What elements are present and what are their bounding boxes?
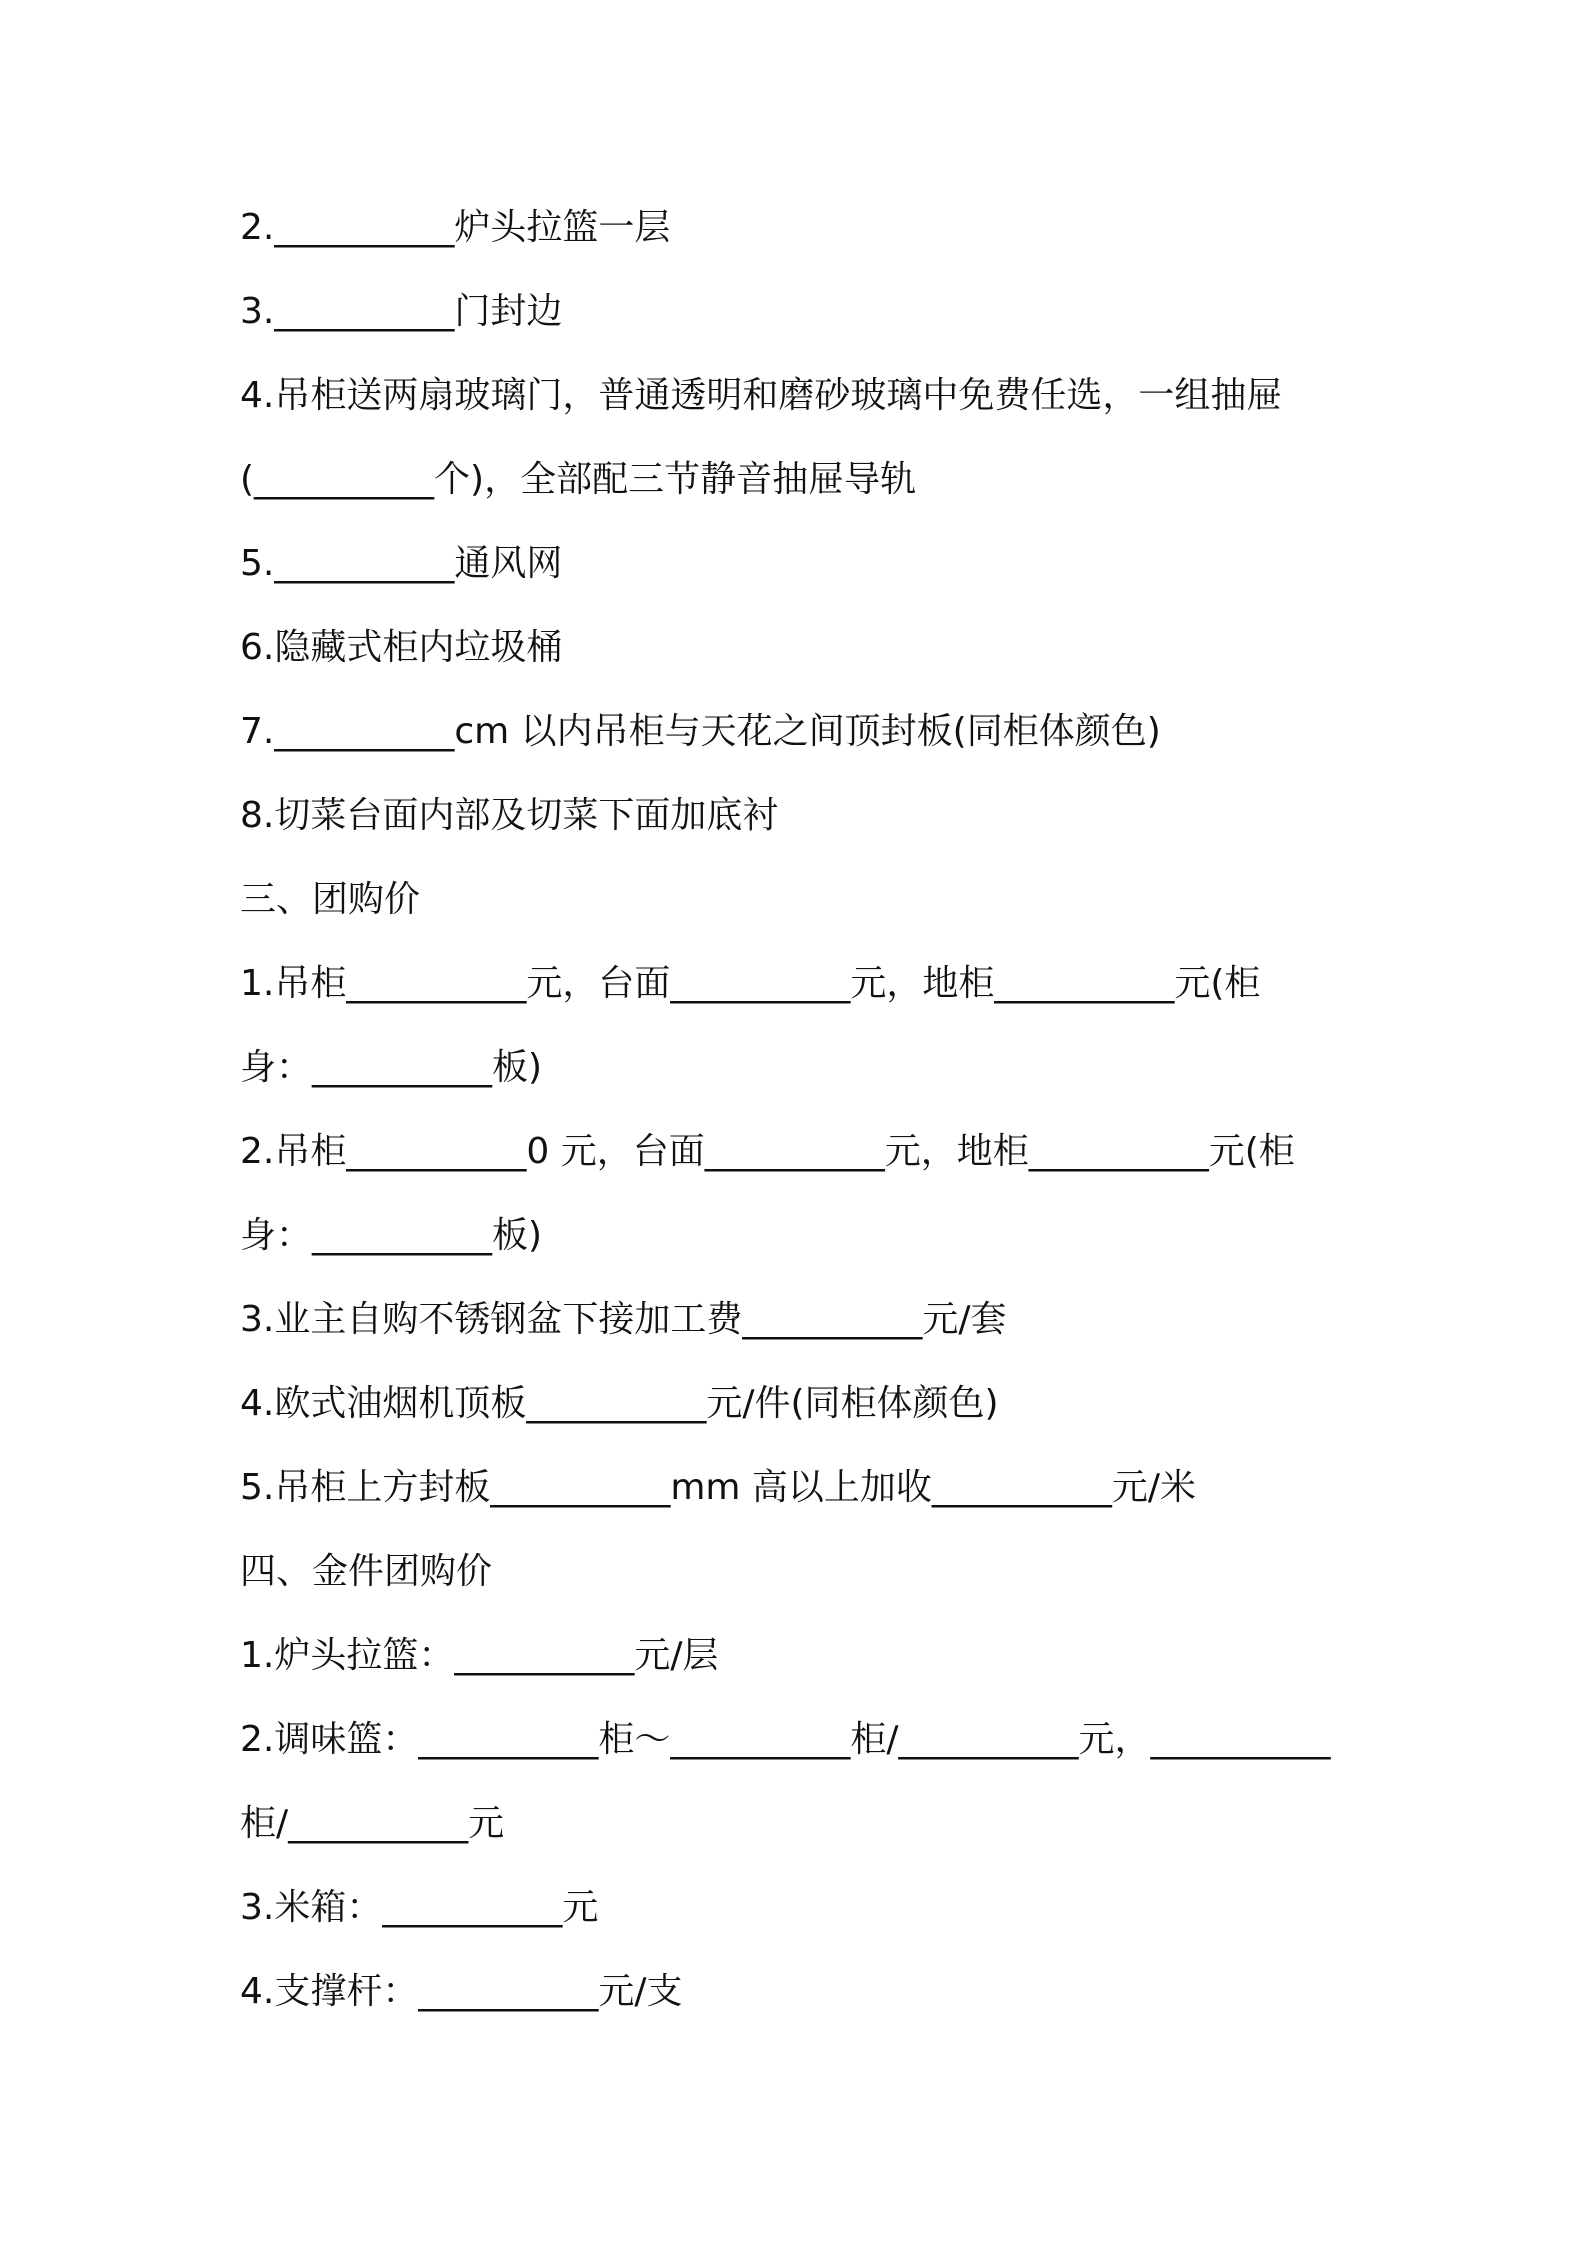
doc-line-item-4-glass-doors: 4.吊柜送两扇玻璃门，普通透明和磨砂玻璃中免费任选，一组抽屉	[240, 375, 1283, 416]
doc-line-item-3-door-edge: 3.__________门封边	[240, 291, 563, 332]
doc-line-item-6-trash-bin: 6.隐藏式柜内垃圾桶	[240, 627, 563, 668]
doc-line-price-5-top-panel: 5.吊柜上方封板__________mm 高以上加收__________元/米	[240, 1467, 1197, 1508]
doc-line-price-2: 2.吊柜__________0 元，台面__________元，地柜__________元(柜	[240, 1131, 1295, 1172]
section-heading-group-price: 三、团购价	[240, 879, 421, 920]
doc-line-hardware-2-spice-basket: 2.调味篮：__________柜～__________柜/__________元，__________	[240, 1719, 1331, 1760]
doc-line-price-2-body: 身：__________板)	[240, 1215, 543, 1256]
doc-line-price-1-body: 身：__________板)	[240, 1047, 543, 1088]
doc-line-item-5-vent-mesh: 5.__________通风网	[240, 543, 563, 584]
doc-line-item-8-lining: 8.切菜台面内部及切菜下面加底衬	[240, 795, 779, 836]
doc-line-item-2-stove-basket: 2.__________炉头拉篮一层	[240, 207, 671, 248]
doc-line-price-4-hood-panel: 4.欧式油烟机顶板__________元/件(同柜体颜色)	[240, 1383, 999, 1424]
section-heading-hardware-price: 四、金件团购价	[240, 1551, 493, 1592]
doc-line-price-3-sink-fee: 3.业主自购不锈钢盆下接加工费__________元/套	[240, 1299, 1007, 1340]
doc-line-item-7-top-panel: 7.__________cm 以内吊柜与天花之间顶封板(同柜体颜色)	[240, 711, 1161, 752]
doc-line-hardware-1-stove-basket: 1.炉头拉篮：__________元/层	[240, 1635, 719, 1676]
doc-line-hardware-4-support-rod: 4.支撑杆：__________元/支	[240, 1971, 683, 2012]
doc-line-hardware-2-spice-basket-cont: 柜/__________元	[240, 1803, 505, 1844]
doc-line-hardware-3-rice-box: 3.米箱：__________元	[240, 1887, 599, 1928]
doc-line-price-1: 1.吊柜__________元，台面__________元，地柜__________元(柜	[240, 963, 1261, 1004]
doc-line-item-4-drawer-rails: (__________个)，全部配三节静音抽屉导轨	[240, 459, 917, 500]
